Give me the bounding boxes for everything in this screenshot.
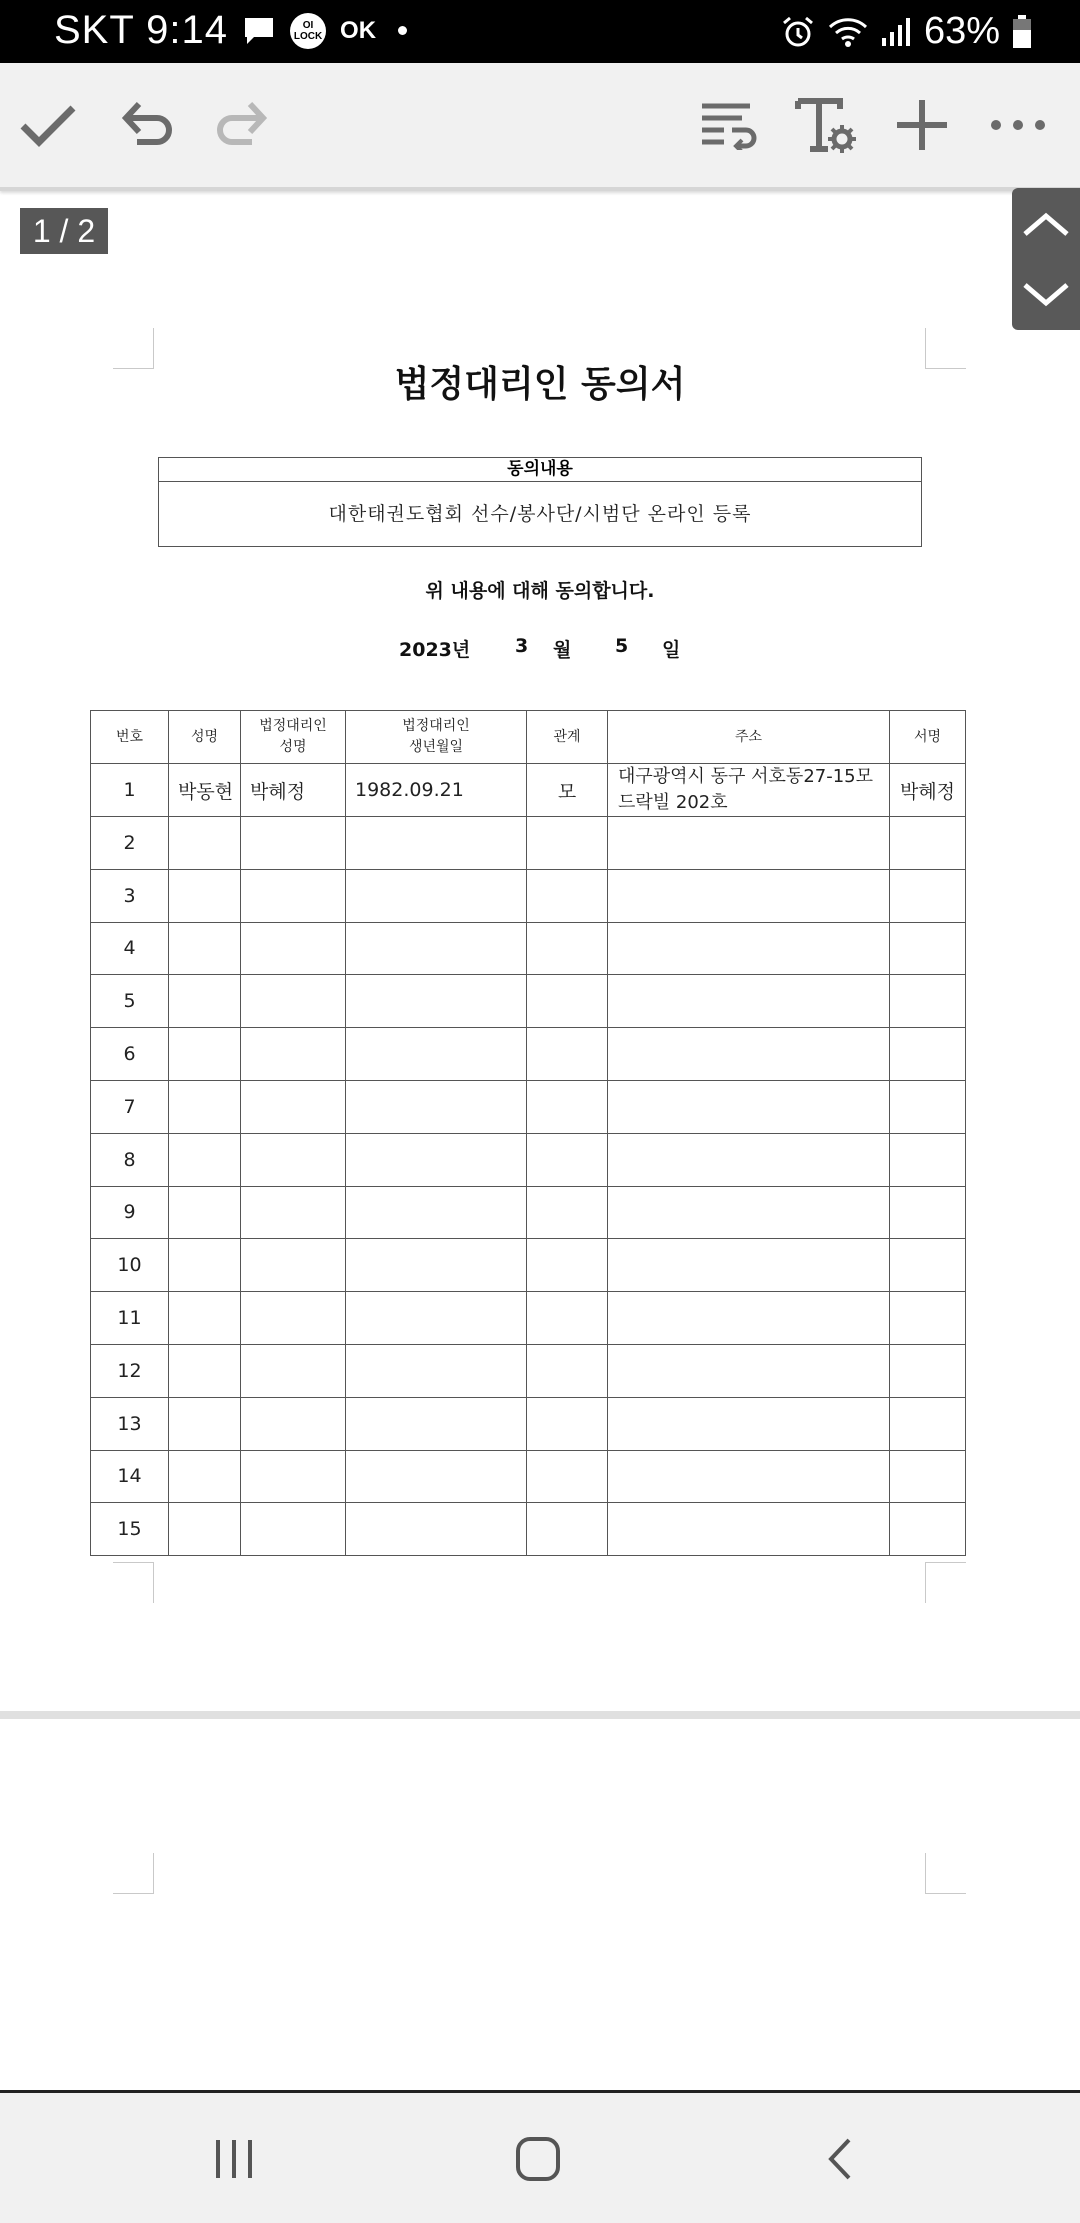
consent-header: 동의내용: [159, 458, 921, 482]
cell-guardian-birthdate: 1982.09.21: [346, 764, 527, 817]
cell-guardian-birthdate: [346, 1080, 527, 1133]
cell-guardian-name: [241, 975, 346, 1028]
cell-signature: [890, 1133, 966, 1186]
cell-relation: [527, 1397, 608, 1450]
cell-relation: [527, 1080, 608, 1133]
cell-guardian-name: [241, 817, 346, 870]
cell-guardian-birthdate: [346, 1239, 527, 1292]
table-row: [91, 1344, 966, 1397]
agree-statement: 위 내용에 대해 동의합니다.: [425, 580, 655, 602]
cell-guardian-name: [241, 1344, 346, 1397]
system-nav-bar: [0, 2090, 1080, 2223]
cell-name: [169, 922, 241, 975]
cell-guardian-name: [241, 922, 346, 975]
cell-signature: [890, 1186, 966, 1239]
cell-address: [608, 869, 890, 922]
header-signature: 서명: [890, 711, 966, 764]
cell-number: 1: [91, 764, 169, 817]
table-row: [91, 1133, 966, 1186]
alarm-icon: [780, 14, 816, 50]
cell-name: [169, 1450, 241, 1503]
cell-signature: [890, 975, 966, 1028]
document-title: 법정대리인 동의서: [394, 364, 686, 405]
date-day-unit: 일: [662, 639, 681, 661]
check-icon[interactable]: [14, 91, 82, 159]
cell-relation: [527, 1292, 608, 1345]
cell-relation: [527, 1344, 608, 1397]
cell-name: [169, 1186, 241, 1239]
cell-address: [608, 1292, 890, 1345]
cell-name: 박동현: [169, 764, 241, 817]
cell-address: [608, 1028, 890, 1081]
cell-signature: [890, 869, 966, 922]
cell-address: [608, 922, 890, 975]
cell-signature: [890, 1028, 966, 1081]
table-row: [91, 1186, 966, 1239]
cell-guardian-name: [241, 1080, 346, 1133]
cell-number: 3: [91, 869, 169, 922]
cell-guardian-birthdate: [346, 1133, 527, 1186]
cell-address: [608, 1503, 890, 1556]
cell-number: 5: [91, 975, 169, 1028]
cell-relation: 모: [527, 764, 608, 817]
cell-address: 대구광역시 동구 서호동27-15모드락빌 202호: [608, 764, 890, 817]
consent-box: [158, 457, 922, 547]
date-day: 5: [615, 635, 629, 657]
date-month: 3: [515, 635, 529, 657]
header-number: 번호: [91, 711, 169, 764]
cell-relation: [527, 1028, 608, 1081]
signal-icon: [880, 16, 912, 48]
cell-name: [169, 1344, 241, 1397]
cell-signature: [890, 1503, 966, 1556]
signature-table: [90, 710, 966, 1556]
battery-icon: [1012, 15, 1032, 49]
cell-guardian-birthdate: [346, 1186, 527, 1239]
cell-name: [169, 1239, 241, 1292]
cell-number: 4: [91, 922, 169, 975]
cell-name: [169, 1080, 241, 1133]
cell-address: [608, 1450, 890, 1503]
table-row: [91, 1397, 966, 1450]
cell-number: 8: [91, 1133, 169, 1186]
cell-number: 6: [91, 1028, 169, 1081]
cell-signature: 박혜정: [890, 764, 966, 817]
cell-address: [608, 1239, 890, 1292]
wifi-icon: [828, 15, 868, 49]
cell-name: [169, 1397, 241, 1450]
table-row: [91, 869, 966, 922]
back-icon[interactable]: [810, 2129, 870, 2189]
cell-number: 15: [91, 1503, 169, 1556]
cell-signature: [890, 922, 966, 975]
header-name: 성명: [169, 711, 241, 764]
carrier-time: SKT 9:14: [54, 8, 229, 52]
ok-cashbag-icon: OK: [340, 16, 377, 44]
cell-signature: [890, 1397, 966, 1450]
cell-relation: [527, 1450, 608, 1503]
table-row: [91, 1239, 966, 1292]
consent-body: 대한태권도협회 선수/봉사단/시범단 온라인 등록: [328, 503, 752, 525]
cell-address: [608, 975, 890, 1028]
cell-guardian-birthdate: [346, 1028, 527, 1081]
chevron-up-icon: [1021, 210, 1071, 238]
message-icon: [242, 15, 276, 47]
cell-guardian-birthdate: [346, 1503, 527, 1556]
home-icon[interactable]: [508, 2129, 568, 2189]
next-page-button[interactable]: [1012, 259, 1080, 330]
cell-name: [169, 1028, 241, 1081]
cell-guardian-name: [241, 1450, 346, 1503]
cell-guardian-birthdate: [346, 1397, 527, 1450]
cell-guardian-birthdate: [346, 817, 527, 870]
cell-guardian-birthdate: [346, 922, 527, 975]
cell-relation: [527, 869, 608, 922]
table-row: [91, 764, 966, 817]
cell-name: [169, 1292, 241, 1345]
cell-signature: [890, 1080, 966, 1133]
table-row: [91, 1503, 966, 1556]
redo-icon[interactable]: [207, 91, 275, 159]
cell-name: [169, 869, 241, 922]
crop-mark: [113, 1562, 154, 1603]
cell-number: 9: [91, 1186, 169, 1239]
page-divider: [0, 1711, 1080, 1719]
cell-guardian-birthdate: [346, 975, 527, 1028]
cell-guardian-name: [241, 1186, 346, 1239]
plus-icon[interactable]: [888, 91, 956, 159]
cell-guardian-birthdate: [346, 1292, 527, 1345]
cell-guardian-birthdate: [346, 1344, 527, 1397]
cell-guardian-name: [241, 1239, 346, 1292]
date-month-unit: 월: [553, 639, 572, 661]
battery-percent: 63%: [923, 10, 1000, 52]
table-row: [91, 1080, 966, 1133]
cell-address: [608, 1186, 890, 1239]
cell-relation: [527, 817, 608, 870]
cell-guardian-name: [241, 1292, 346, 1345]
cell-address: [608, 1397, 890, 1450]
cell-number: 2: [91, 817, 169, 870]
chevron-down-icon: [1021, 281, 1071, 309]
cell-signature: [890, 1239, 966, 1292]
cell-relation: [527, 1186, 608, 1239]
table-header-row: [91, 711, 966, 764]
cell-guardian-name: [241, 869, 346, 922]
table-row: [91, 975, 966, 1028]
more-icon[interactable]: [984, 91, 1052, 159]
cell-address: [608, 817, 890, 870]
cell-guardian-name: 박혜정: [241, 764, 346, 817]
cell-number: 11: [91, 1292, 169, 1345]
cell-number: 13: [91, 1397, 169, 1450]
undo-icon[interactable]: [114, 91, 182, 159]
page-navigation: [1012, 188, 1080, 330]
cell-relation: [527, 1503, 608, 1556]
date-year: 2023년: [399, 639, 471, 661]
cell-guardian-name: [241, 1503, 346, 1556]
cell-guardian-birthdate: [346, 869, 527, 922]
cell-guardian-birthdate: [346, 1450, 527, 1503]
cell-guardian-name: [241, 1397, 346, 1450]
table-row: [91, 1450, 966, 1503]
cell-number: 7: [91, 1080, 169, 1133]
editor-toolbar: [0, 63, 1080, 191]
crop-mark: [925, 1562, 966, 1603]
cell-relation: [527, 1133, 608, 1186]
header-address: 주소: [608, 711, 890, 764]
header-relation: 관계: [527, 711, 608, 764]
page-counter: 1 / 2: [20, 208, 108, 254]
cell-name: [169, 1503, 241, 1556]
cell-relation: [527, 975, 608, 1028]
cell-guardian-name: [241, 1133, 346, 1186]
cell-name: [169, 817, 241, 870]
cell-guardian-name: [241, 1028, 346, 1081]
table-row: [91, 1292, 966, 1345]
cell-address: [608, 1344, 890, 1397]
previous-page-button[interactable]: [1012, 188, 1080, 259]
lock-app-icon: OI LOCK: [290, 13, 326, 49]
cell-signature: [890, 1344, 966, 1397]
text-format-icon[interactable]: [791, 91, 859, 159]
table-row: [91, 817, 966, 870]
table-row: [91, 922, 966, 975]
recent-apps-icon[interactable]: [204, 2129, 264, 2189]
cell-address: [608, 1133, 890, 1186]
header-guardian-birthdate: 법정대리인 생년월일: [346, 711, 527, 764]
cell-signature: [890, 1292, 966, 1345]
cell-address: [608, 1080, 890, 1133]
crop-mark: [113, 1853, 154, 1894]
cell-number: 12: [91, 1344, 169, 1397]
cell-number: 10: [91, 1239, 169, 1292]
dot-icon: [398, 26, 407, 35]
status-bar: [0, 0, 1080, 63]
crop-mark: [925, 1853, 966, 1894]
cell-name: [169, 975, 241, 1028]
cell-number: 14: [91, 1450, 169, 1503]
header-guardian-name: 법정대리인 성명: [241, 711, 346, 764]
cell-name: [169, 1133, 241, 1186]
cell-relation: [527, 1239, 608, 1292]
table-row: [91, 1028, 966, 1081]
cell-signature: [890, 817, 966, 870]
cell-relation: [527, 922, 608, 975]
cell-signature: [890, 1450, 966, 1503]
text-wrap-icon[interactable]: [694, 91, 762, 159]
